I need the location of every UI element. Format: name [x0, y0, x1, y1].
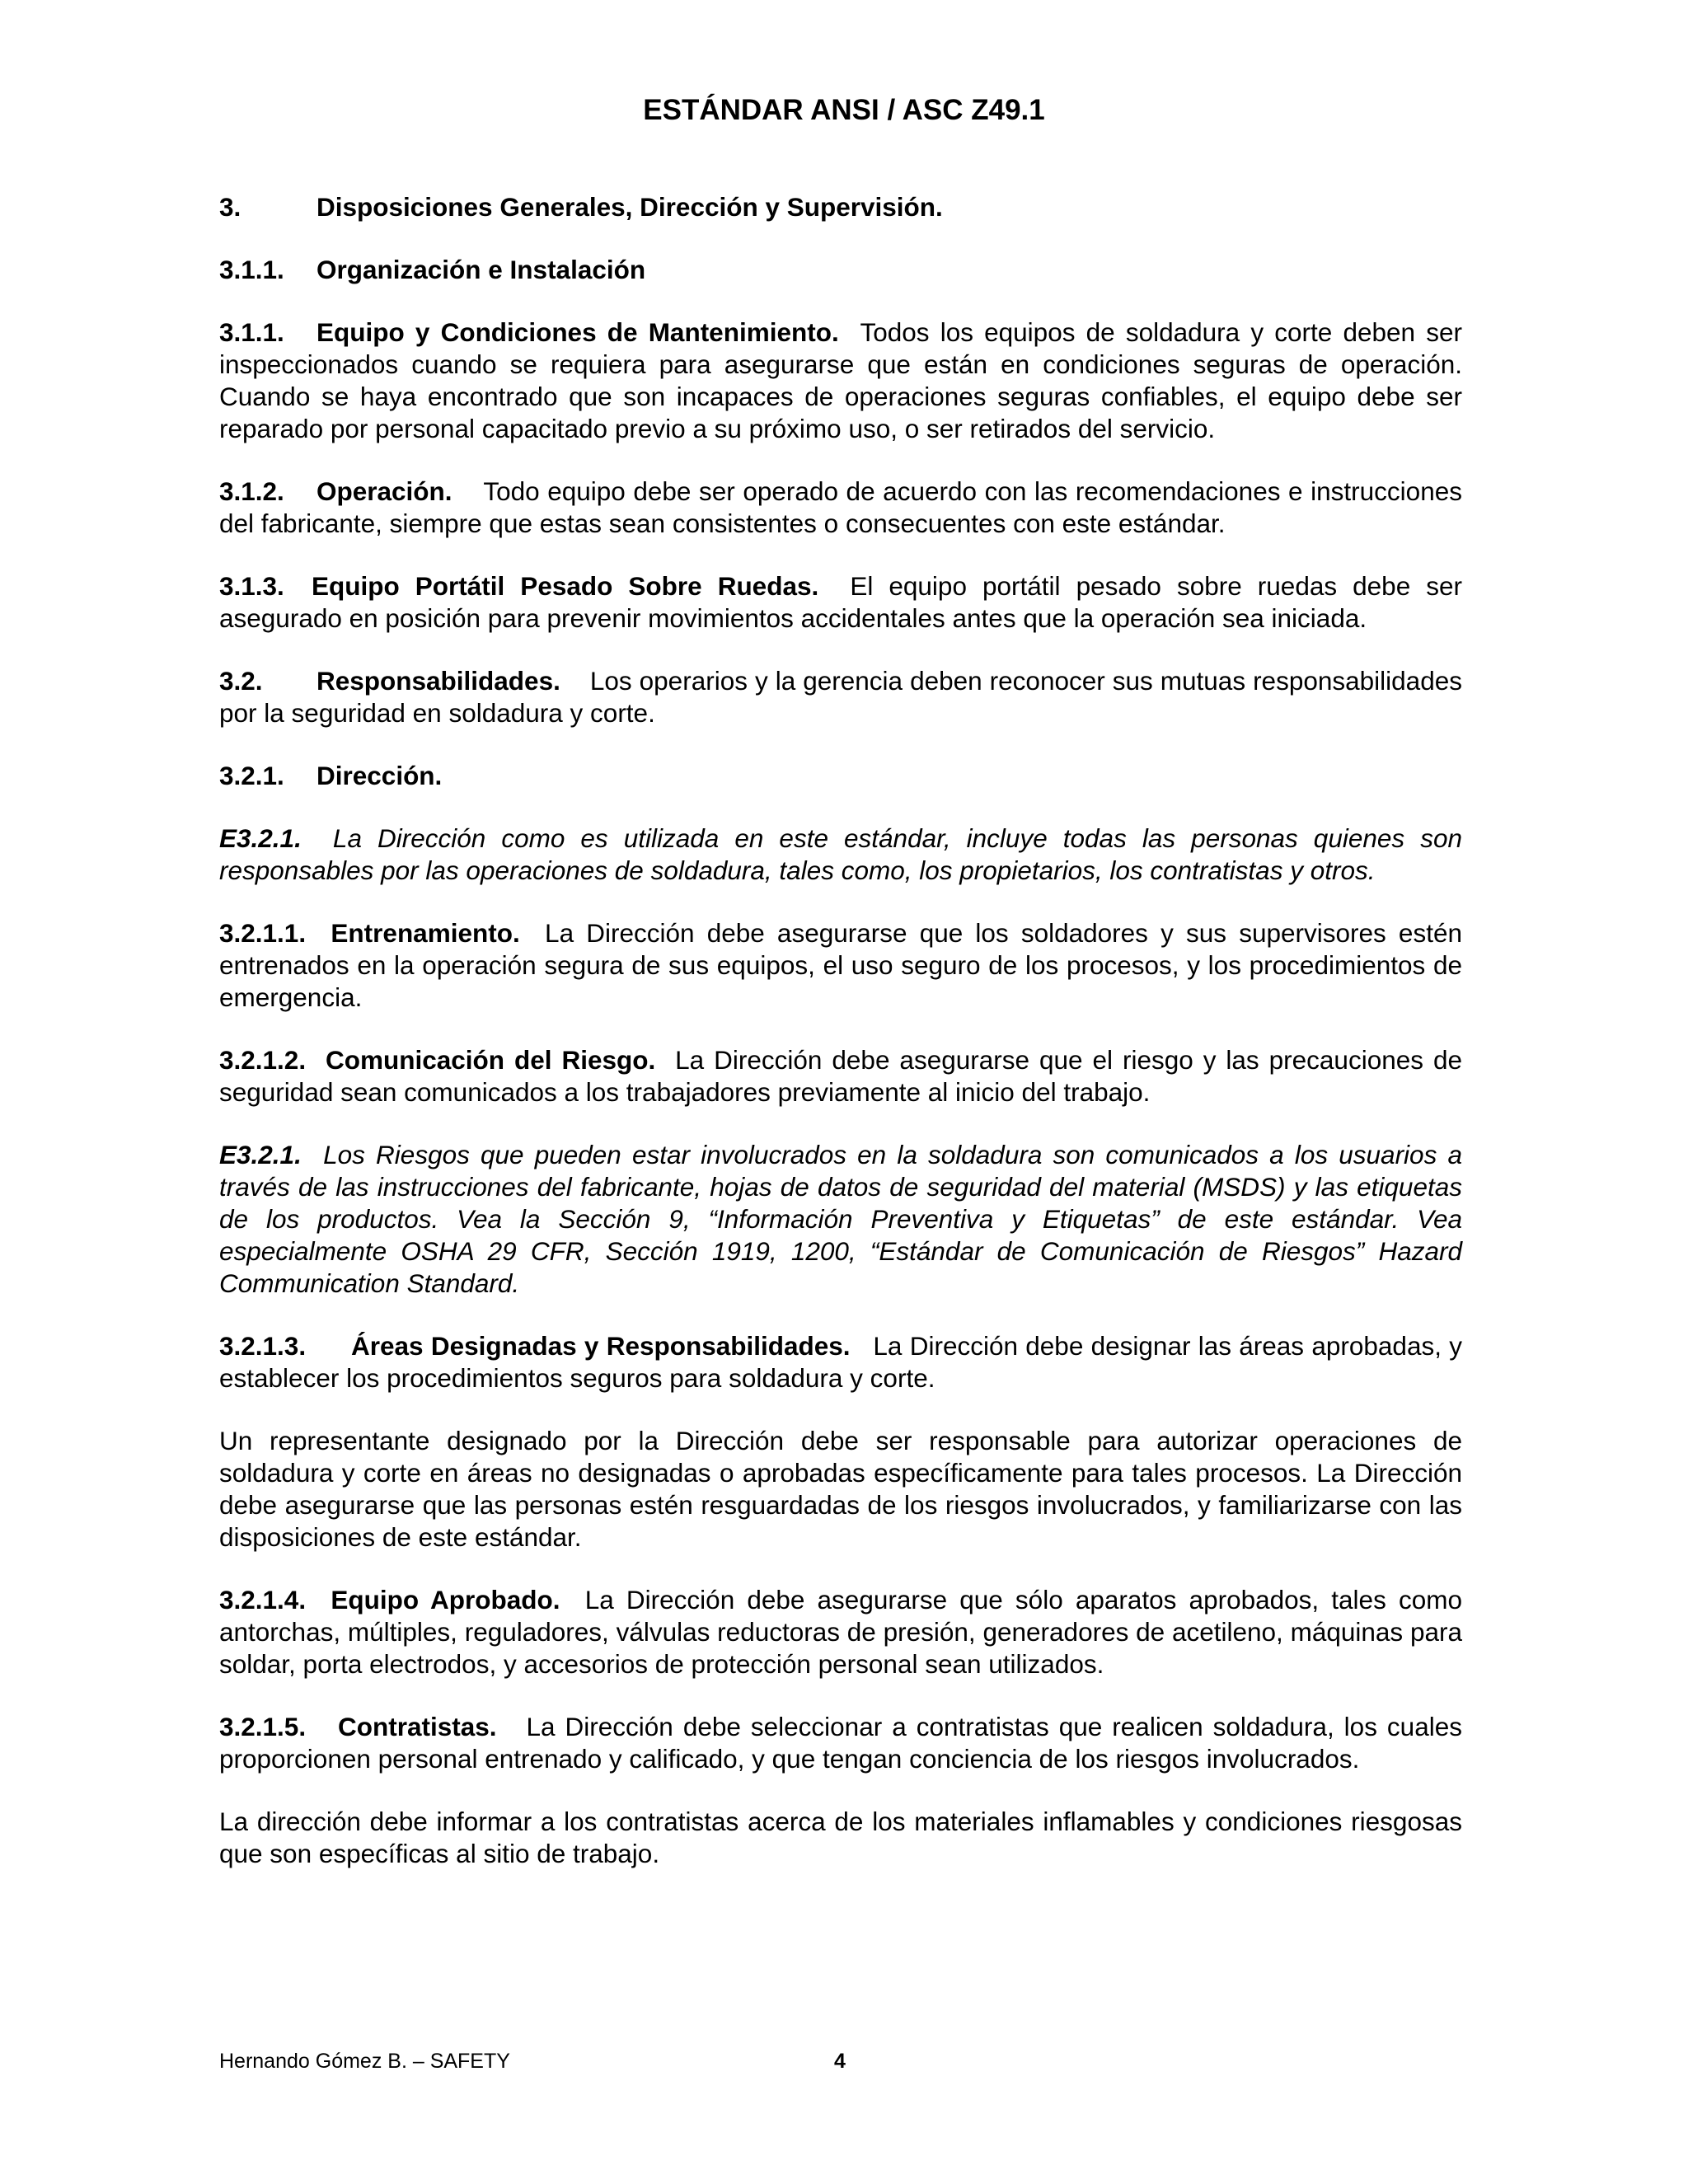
- section-heading: Comunicación del Riesgo.: [326, 1045, 656, 1075]
- section-number: 3.2.1.2.: [219, 1045, 307, 1075]
- explanation-number: E3.2.1.: [219, 823, 302, 853]
- section-number: 3.2.1.5.: [219, 1712, 307, 1741]
- section-number: 3.1.1.: [219, 255, 284, 284]
- page-title: ESTÁNDAR ANSI / ASC Z49.1: [643, 94, 1045, 126]
- section-body: La Dirección debe asegurarse que los soldadores y sus supervisores estén entrenados en la operación segura de sus equipos, el uso seguro de los procesos, y los procedimientos de emergencia.: [219, 918, 1462, 1012]
- section-number: 3.2.: [219, 666, 263, 696]
- section-heading: Contratistas.: [338, 1712, 497, 1741]
- section-3-2-1-2: [219, 1044, 1462, 1108]
- section-number: 3.2.1.: [219, 761, 284, 790]
- section-heading: Dirección.: [316, 761, 443, 790]
- section-heading: Disposiciones Generales, Dirección y Supervisión.: [316, 192, 943, 222]
- section-3-2-1-1: [219, 917, 1462, 1014]
- section-3-2-1-4: [219, 1584, 1462, 1680]
- explanation-number: E3.2.1.: [219, 1140, 302, 1169]
- footer-author: Hernando Gómez B. – SAFETY: [219, 2050, 510, 2073]
- section-3-2-1: [219, 760, 1462, 792]
- section-number: 3.1.3.: [219, 571, 284, 601]
- section-3: [219, 191, 1462, 223]
- section-body: Todo equipo debe ser operado de acuerdo con las recomendaciones e instrucciones del fabricante, siempre que estas sean consistentes o consecuentes con este estándar.: [219, 476, 1462, 538]
- section-3-1-3: [219, 570, 1462, 635]
- section-heading: Equipo Portátil Pesado Sobre Ruedas.: [312, 571, 819, 601]
- section-heading: Equipo y Condiciones de Mantenimiento.: [316, 317, 839, 347]
- section-body: Los operarios y la gerencia deben reconocer sus mutuas responsabilidades por la seguridad en soldadura y corte.: [219, 666, 1462, 728]
- section-heading: Operación.: [316, 476, 452, 506]
- section-heading: Organización e Instalación: [316, 255, 646, 284]
- section-3-1-1-organizacion: [219, 254, 1462, 286]
- section-number: 3.2.1.1.: [219, 918, 307, 948]
- section-body: La Dirección debe designar las áreas aprobadas, y establecer los procedimientos seguros para soldadura y corte.: [219, 1331, 1462, 1393]
- section-body: El equipo portátil pesado sobre ruedas debe ser asegurado en posición para prevenir movimientos accidentales antes que la operación sea iniciada.: [219, 571, 1463, 633]
- explanation-body: La Dirección como es utilizada en este estándar, incluye todas las personas quienes son responsables por las operaciones de soldadura, tales como, los propietarios, los contratistas y otros.: [219, 823, 1462, 885]
- section-body: Todos los equipos de soldadura y corte deben ser inspeccionados cuando se requiera para asegurarse que están en condiciones seguras de operación. Cuando se haya encontrado que son incapaces de operaciones seguras confiables, el equipo debe ser reparado por personal capacitado previo a su próximo uso, o ser retirados del servicio.: [219, 317, 1462, 443]
- section-body: La Dirección debe seleccionar a contratistas que realicen soldadura, los cuales proporcionen personal entrenado y calificado, y que tengan conciencia de los riesgos involucrados.: [219, 1712, 1462, 1774]
- section-heading: Equipo Aprobado.: [331, 1585, 560, 1615]
- explanation-e3-2-1-b: [219, 1139, 1462, 1300]
- explanation-e3-2-1-a: [219, 823, 1462, 887]
- section-3-2-1-5-paragraph: La dirección debe informar a los contratistas acerca de los materiales inflamables y condiciones riesgosas que son específicas al sitio de trabajo.: [219, 1807, 1462, 1868]
- section-number: 3.2.1.4.: [219, 1585, 307, 1615]
- section-3-2: [219, 665, 1462, 729]
- section-number: 3.2.1.3.: [219, 1331, 307, 1361]
- section-3-1-1-equipo: [219, 316, 1462, 445]
- section-heading: Áreas Designadas y Responsabilidades.: [351, 1331, 851, 1361]
- section-heading: Responsabilidades.: [316, 666, 560, 696]
- section-number: 3.1.1.: [219, 317, 284, 347]
- explanation-body: Los Riesgos que pueden estar involucrados en la soldadura son comunicados a los usuarios a través de las instrucciones del fabricante, hojas de datos de seguridad del material (MSDS) y las etiquetas de los productos. Vea la Sección 9, “Información Preventiva y Etiquetas” de este estándar. Vea especialmente OSHA 29 CFR, Sección 1919, 1200, “Estándar de Comunicación de Riesgos” Hazard Communication Standard.: [219, 1140, 1462, 1298]
- section-number: 3.1.2.: [219, 476, 284, 506]
- section-3-2-1-3: [219, 1330, 1462, 1394]
- section-heading: Entrenamiento.: [331, 918, 520, 948]
- section-body: La Dirección debe asegurarse que sólo aparatos aprobados, tales como antorchas, múltiples, reguladores, válvulas reductoras de presión, generadores de acetileno, máquinas para soldar, porta electrodos, y accesorios de protección personal sean utilizados.: [219, 1585, 1462, 1679]
- document-body: [219, 191, 1462, 1900]
- section-number: 3.: [219, 192, 241, 222]
- section-3-2-1-3-paragraph: Un representante designado por la Dirección debe ser responsable para autorizar operaciones de soldadura y corte en áreas no designadas o aprobadas específicamente para tales procesos. La Dirección debe asegurarse que las personas estén resguardadas de los riesgos involucrados, y familiarizarse con las disposiciones de este estándar.: [219, 1426, 1462, 1552]
- section-body: La Dirección debe asegurarse que el riesgo y las precauciones de seguridad sean comunicados a los trabajadores previamente al inicio del trabajo.: [219, 1045, 1462, 1107]
- section-3-1-2: [219, 476, 1462, 540]
- section-3-2-1-5: [219, 1711, 1462, 1775]
- page-number: 4: [834, 2050, 846, 2073]
